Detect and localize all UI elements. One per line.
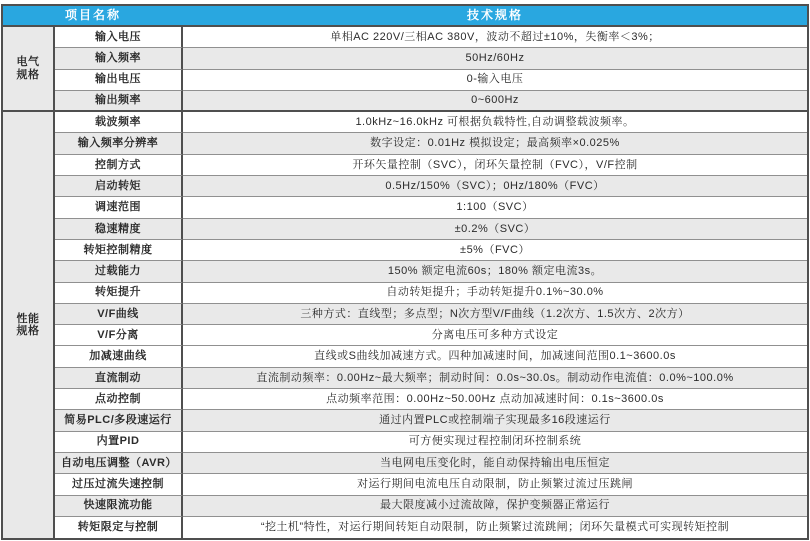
spec-value-cell: 0-输入电压 — [183, 70, 807, 91]
item-name-cell: 启动转矩 — [55, 176, 183, 197]
header-tech-spec: 技术规格 — [183, 6, 807, 27]
spec-value-cell: 单相AC 220V/三相AC 380V，波动不超过±10%，失衡率＜3%； — [183, 27, 807, 48]
spec-value-cell: 分离电压可多种方式设定 — [183, 325, 807, 346]
item-name-cell: 输出电压 — [55, 70, 183, 91]
item-name-cell: V/F分离 — [55, 325, 183, 346]
item-name-cell: 载波频率 — [55, 112, 183, 133]
item-name-cell: 稳速精度 — [55, 219, 183, 240]
spec-value-cell: 0~600Hz — [183, 91, 807, 112]
spec-value-cell: 最大限度减小过流故障，保护变频器正常运行 — [183, 496, 807, 517]
spec-value-cell: 可方便实现过程控制闭环控制系统 — [183, 432, 807, 453]
spec-value-cell: 50Hz/60Hz — [183, 48, 807, 69]
item-name-cell: 转矩控制精度 — [55, 240, 183, 261]
item-name-cell: 过载能力 — [55, 261, 183, 282]
spec-value-cell: 自动转矩提升；手动转矩提升0.1%~30.0% — [183, 283, 807, 304]
spec-value-cell: 通过内置PLC或控制端子实现最多16段速运行 — [183, 410, 807, 431]
spec-value-cell: 1:100（SVC） — [183, 197, 807, 218]
item-name-cell: 输入电压 — [55, 27, 183, 48]
spec-value-cell: 直线或S曲线加减速方式。四种加减速时间，加减速间范围0.1~3600.0s — [183, 346, 807, 367]
item-name-cell: 输入频率分辨率 — [55, 133, 183, 154]
spec-value-cell: 数字设定：0.01Hz 模拟设定；最高频率×0.025% — [183, 133, 807, 154]
spec-value-cell: ±5%（FVC） — [183, 240, 807, 261]
spec-value-cell: 三种方式：直线型；多点型；N次方型V/F曲线（1.2次方、1.5次方、2次方） — [183, 304, 807, 325]
item-name-cell: 自动电压调整（AVR） — [55, 453, 183, 474]
item-name-cell: 输出频率 — [55, 91, 183, 112]
item-name-cell: 内置PID — [55, 432, 183, 453]
spec-value-cell: “挖土机”特性，对运行期间转矩自动限制，防止频繁过流跳闸；闭环矢量模式可实现转矩控制 — [183, 517, 807, 538]
item-name-cell: 转矩提升 — [55, 283, 183, 304]
group-cell-performance — [3, 112, 55, 538]
item-name-cell: 转矩限定与控制 — [55, 517, 183, 538]
spec-value-cell: 开环矢量控制（SVC），闭环矢量控制（FVC），V/F控制 — [183, 155, 807, 176]
spec-value-cell: 150% 额定电流60s；180% 额定电流3s。 — [183, 261, 807, 282]
group-label-performance: 性能规格 — [16, 312, 40, 338]
item-name-cell: 加减速曲线 — [55, 346, 183, 367]
spec-table — [1, 4, 809, 540]
spec-value-cell: 当电网电压变化时，能自动保持输出电压恒定 — [183, 453, 807, 474]
item-name-cell: V/F曲线 — [55, 304, 183, 325]
spec-value-cell: 0.5Hz/150%（SVC）；0Hz/180%（FVC） — [183, 176, 807, 197]
item-name-cell: 过压过流失速控制 — [55, 474, 183, 495]
item-name-cell: 调速范围 — [55, 197, 183, 218]
header-item-name: 项目名称 — [3, 6, 183, 27]
spec-value-cell: 1.0kHz~16.0kHz 可根据负载特性,自动调整载波频率。 — [183, 112, 807, 133]
item-name-cell: 简易PLC/多段速运行 — [55, 410, 183, 431]
group-cell-electrical — [3, 27, 55, 112]
spec-value-cell: 点动频率范围：0.00Hz~50.00Hz 点动加减速时间：0.1s~3600.0s — [183, 389, 807, 410]
spec-value-cell: ±0.2%（SVC） — [183, 219, 807, 240]
item-name-cell: 输入频率 — [55, 48, 183, 69]
item-name-cell: 点动控制 — [55, 389, 183, 410]
item-name-cell: 快速限流功能 — [55, 496, 183, 517]
spec-value-cell: 对运行期间电流电压自动限制，防止频繁过流过压跳闸 — [183, 474, 807, 495]
group-label-electrical: 电气规格 — [16, 55, 40, 81]
item-name-cell: 直流制动 — [55, 368, 183, 389]
spec-value-cell: 直流制动频率：0.00Hz~最大频率；制动时间：0.0s~30.0s。制动动作电流值：0.0%~100.0% — [183, 368, 807, 389]
item-name-cell: 控制方式 — [55, 155, 183, 176]
